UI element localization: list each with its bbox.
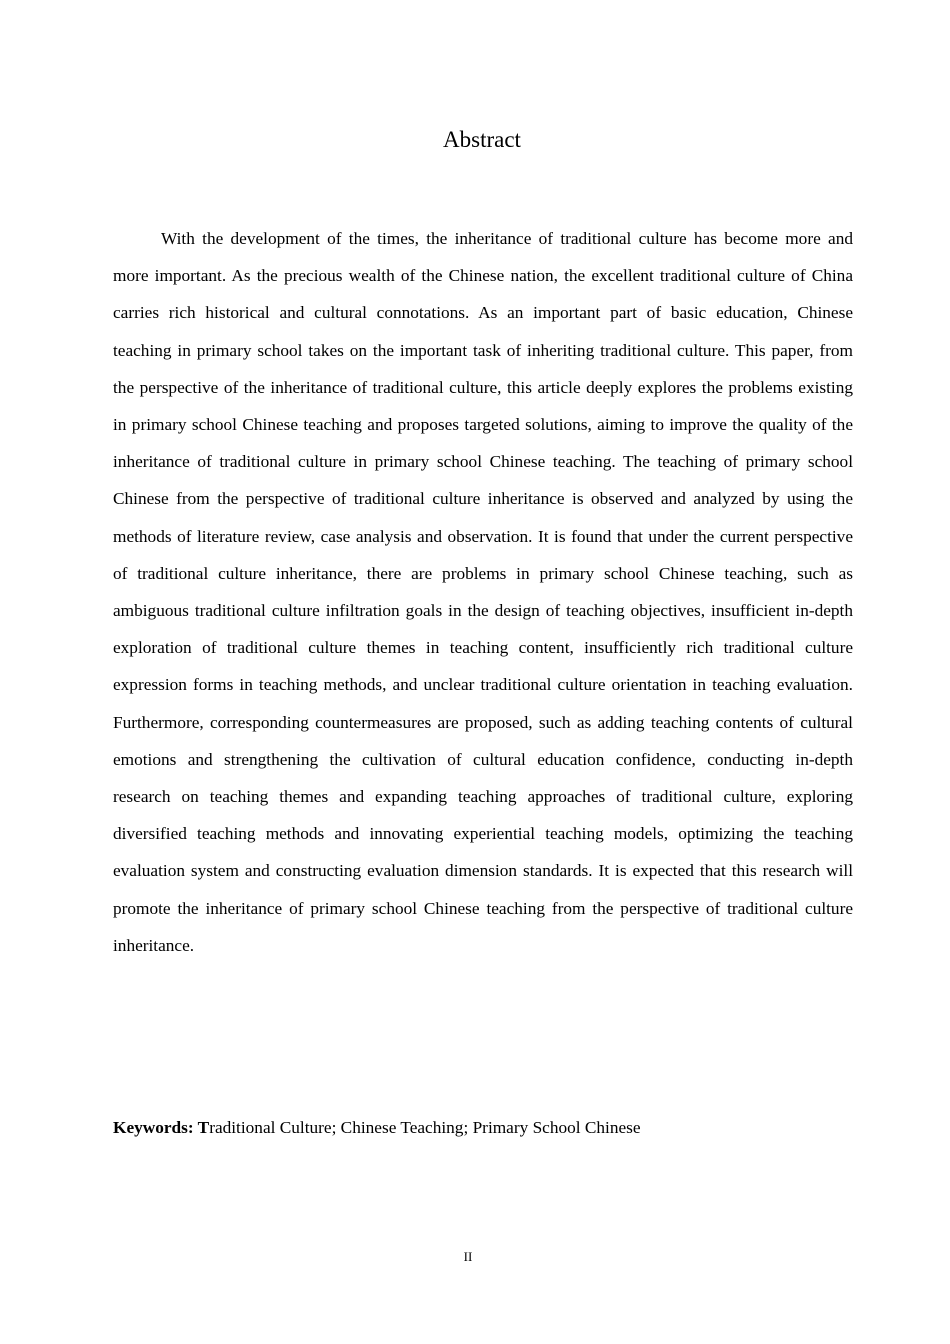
- abstract-body: With the development of the times, the inheritance of traditional culture has become more and more important. As the precious wealth of the Chinese nation, the excellent traditional culture of China carries rich historical and cultural connotations. As an important part of basic education, Chinese teaching in primary school takes on the important task of inheriting traditional culture. This paper, from the perspective of the inheritance of traditional culture, this article deeply explores the problems existing in primary school Chinese teaching and proposes targeted solutions, aiming to improve the quality of the inheritance of traditional culture in primary school Chinese teaching. The teaching of primary school Chinese from the perspective of traditional culture inheritance is observed and analyzed by using the methods of literature review, case analysis and observation. It is found that under the current perspective of traditional culture inheritance, there are problems in primary school Chinese teaching, such as ambiguous traditional culture infiltration goals in the design of teaching objectives, insufficient in-depth exploration of traditional culture themes in teaching content, insufficiently rich traditional culture expression forms in teaching methods, and unclear traditional culture orientation in teaching evaluation. Furthermore, corresponding countermeasures are proposed, such as adding teaching contents of cultural emotions and strengthening the cultivation of cultural education confidence, conducting in-depth research on teaching themes and expanding teaching approaches of traditional culture, exploring diversified teaching methods and innovating experiential teaching models, optimizing the teaching evaluation system and constructing evaluation dimension standards. It is expected that this research will promote the inheritance of primary school Chinese teaching from the perspective of traditional culture inheritance.: [113, 229, 853, 955]
- keywords-initial: T: [197, 1118, 210, 1137]
- keywords-text: raditional Culture; Chinese Teaching; Primary School Chinese: [209, 1118, 641, 1137]
- keywords-label: Keywords:: [113, 1118, 198, 1137]
- keywords-line: [113, 1113, 853, 1143]
- page-number: II: [463, 1249, 473, 1264]
- abstract-title: Abstract: [443, 127, 521, 152]
